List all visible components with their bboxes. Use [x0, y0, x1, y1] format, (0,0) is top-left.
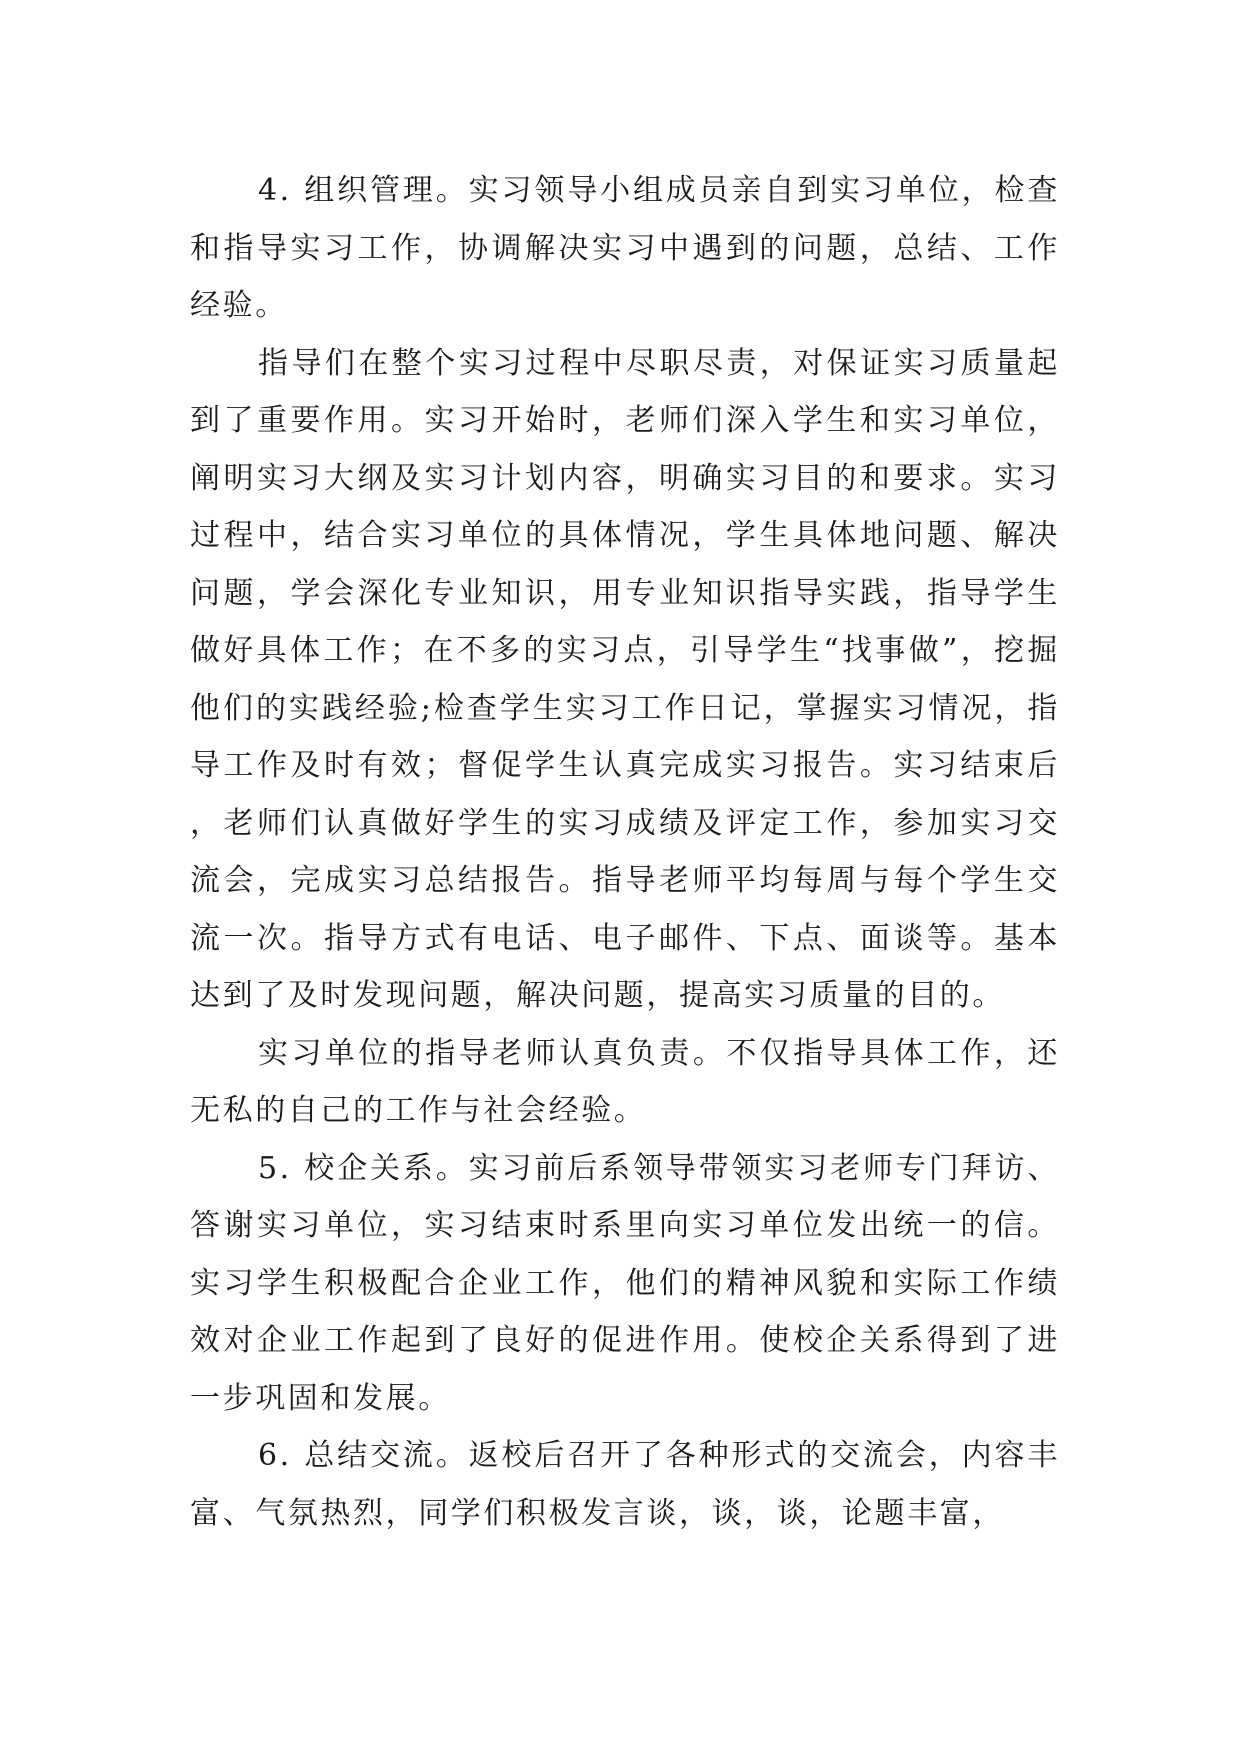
paragraph-unit-instructors: 实习单位的指导老师认真负责。不仅指导具体工作，还无私的自己的工作与社会经验。	[190, 1035, 1060, 1128]
paragraph-summary-exchange: 6. 总结交流。返校后召开了各种形式的交流会，内容丰富、气氛热烈，同学们积极发言谈，谈，谈，论题丰富，	[190, 1438, 1060, 1531]
paragraph-organization-management: 4. 组织管理。实习领导小组成员亲自到实习单位，检查和指导实习工作，协调解决实习中遇到的问题，总结、工作经验。	[190, 173, 1060, 323]
paragraph-instructors-duties: 指导们在整个实习过程中尽职尽责，对保证实习质量起到了重要作用。实习开始时，老师们深入学生和实习单位，阐明实习大纲及实习计划内容，明确实习目的和要求。实习过程中，结合实习单位的具体情况，学生具体地问题、解决问题，学会深化专业知识，用专业知识指导实践，指导学生做好具体工作；在不多的实习点，引导学生“找事做”，挖掘他们的实践经验;检查学生实习工作日记，掌握实习情况，指导工作及时有效；督促学生认真完成实习报告。实习结束后，老师们认真做好学生的实习成绩及评定工作，参加实习交流会，完成实习总结报告。指导老师平均每周与每个学生交流一次。指导方式有电话、电子邮件、下点、面谈等。基本达到了及时发现问题，解决问题，提高实习质量的目的。	[190, 345, 1060, 1013]
document-body	[190, 162, 1060, 1542]
paragraph-school-enterprise-relations: 5. 校企关系。实习前后系领导带领实习老师专门拜访、答谢实习单位，实习结束时系里向实习单位发出统一的信。实习学生积极配合企业工作，他们的精神风貌和实际工作绩效对企业工作起到了良好的促进作用。使校企关系得到了进一步巩固和发展。	[190, 1150, 1060, 1416]
